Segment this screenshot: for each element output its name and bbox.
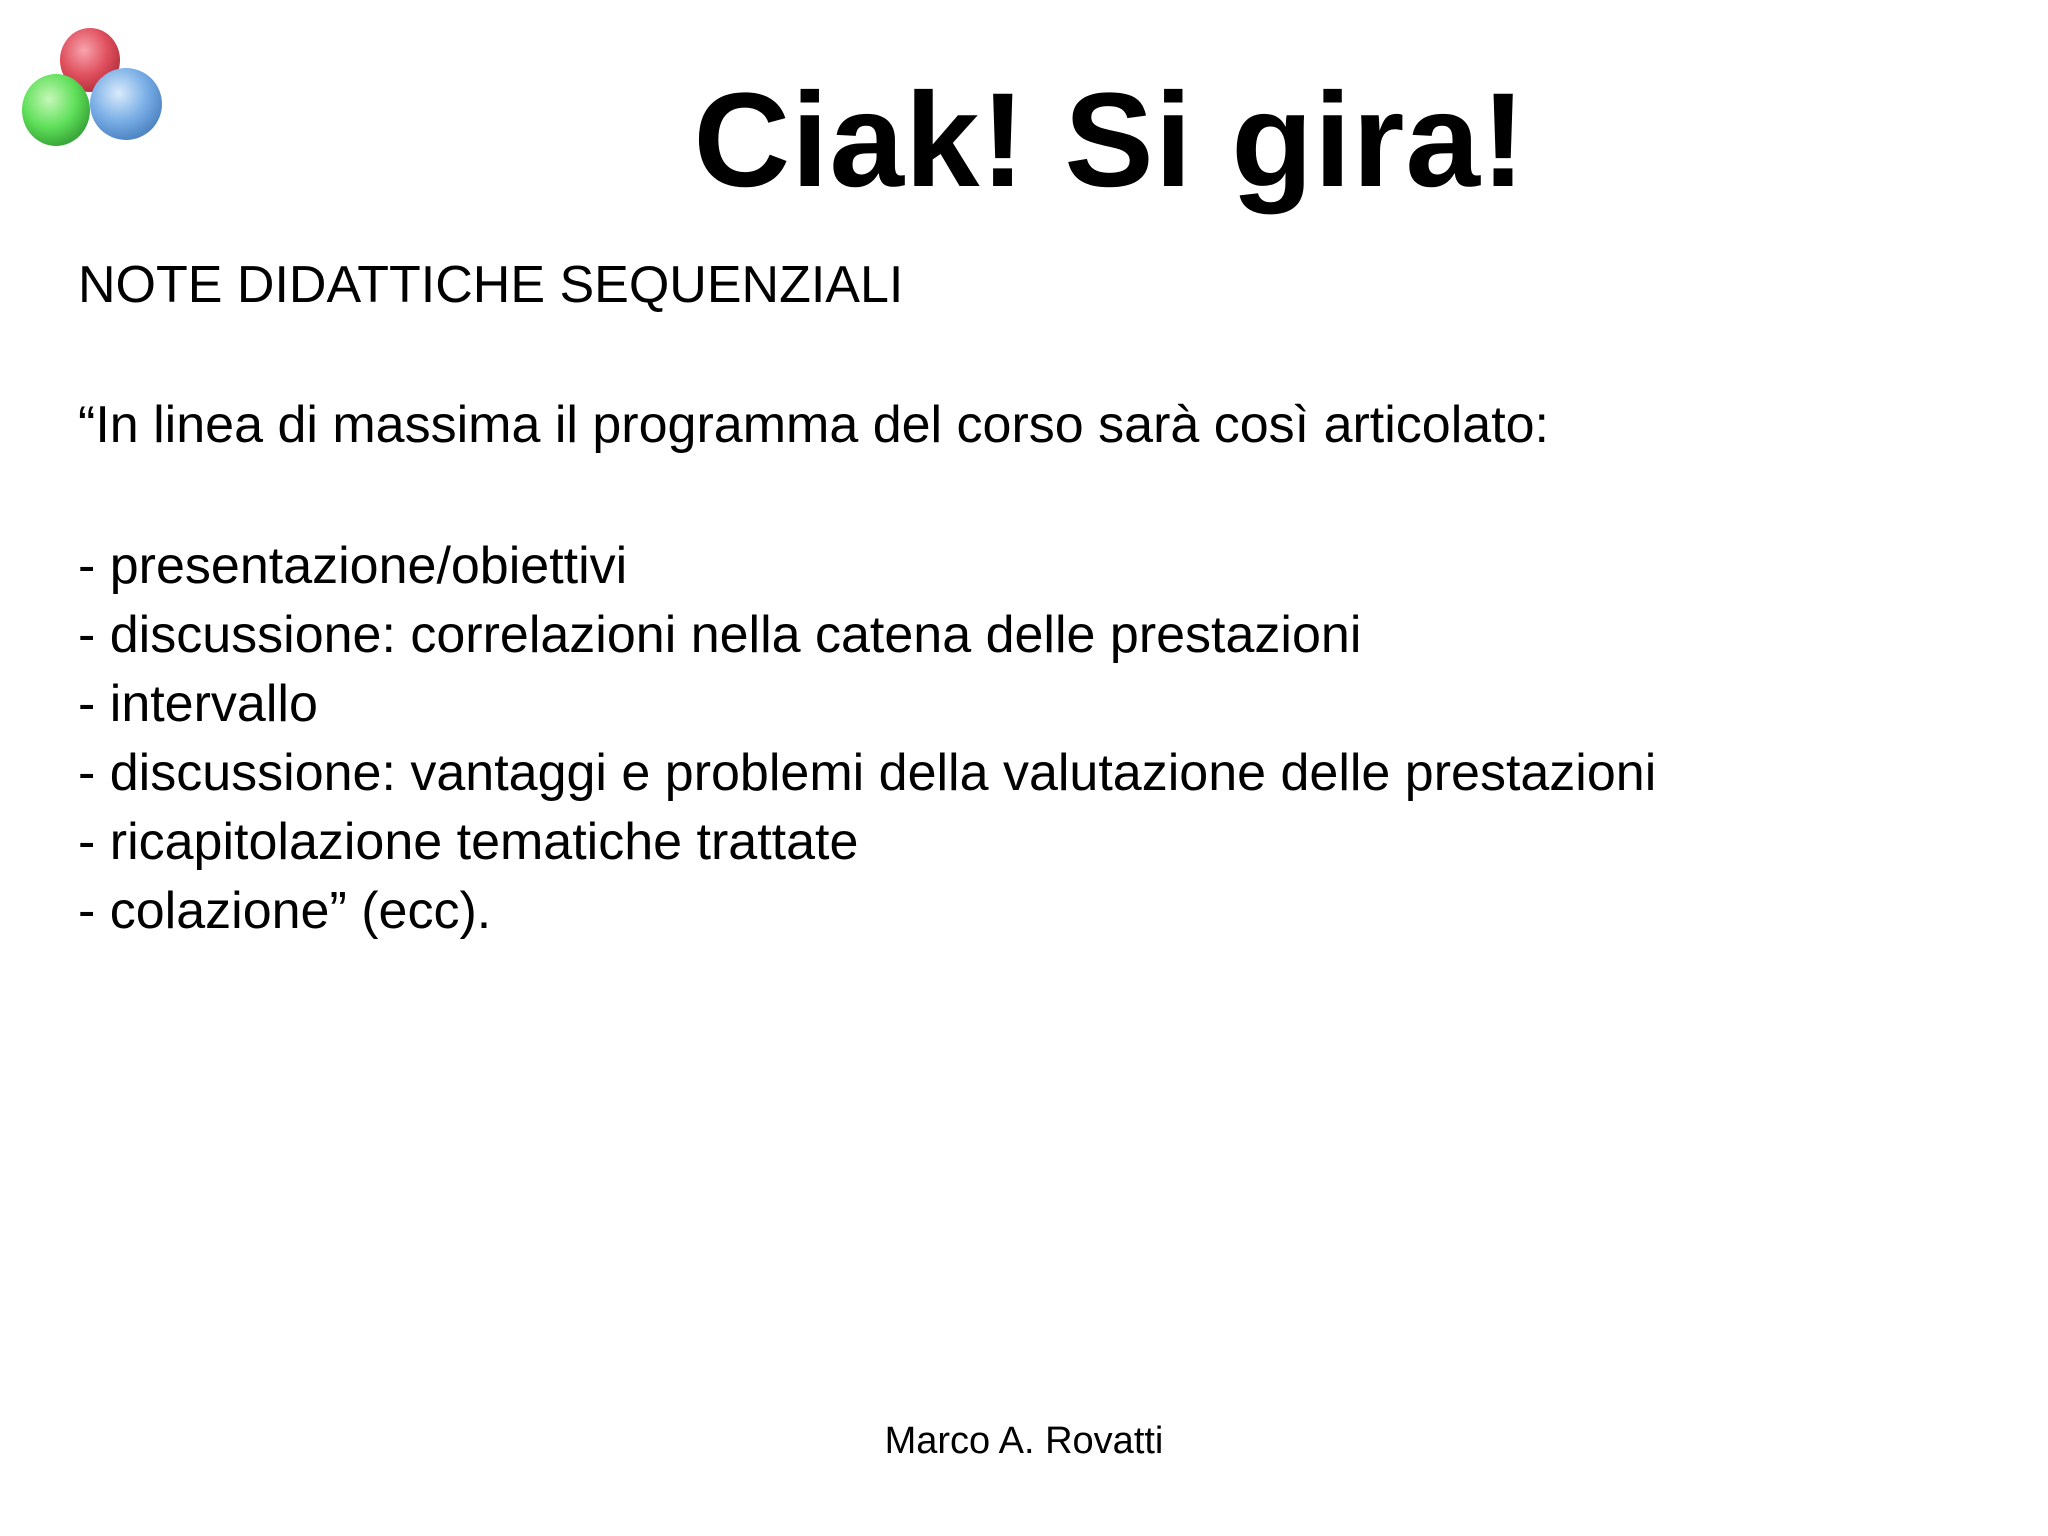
intro-text: “In linea di massima il programma del corso sarà così articolato: xyxy=(78,396,1550,454)
gumdrop-blue xyxy=(90,68,162,140)
list-item: - colazione” (ecc). xyxy=(78,882,492,940)
list-item: - discussione: correlazioni nella catena delle prestazioni xyxy=(78,606,1362,664)
list-item: - presentazione/obiettivi xyxy=(78,537,628,595)
list-item: - ricapitolazione tematiche trattate xyxy=(78,813,859,871)
gumdrop-green xyxy=(22,74,90,146)
list-item: - discussione: vantaggi e problemi della valutazione delle prestazioni xyxy=(78,744,1657,802)
list-item: - intervallo xyxy=(78,675,318,733)
gumdrops-icon xyxy=(14,24,174,154)
section-heading: NOTE DIDATTICHE SEQUENZIALI xyxy=(78,256,904,314)
slide-title: Ciak! Si gira! xyxy=(693,66,1527,215)
program-list xyxy=(78,532,1656,946)
author-footer: Marco A. Rovatti xyxy=(884,1420,1164,1462)
